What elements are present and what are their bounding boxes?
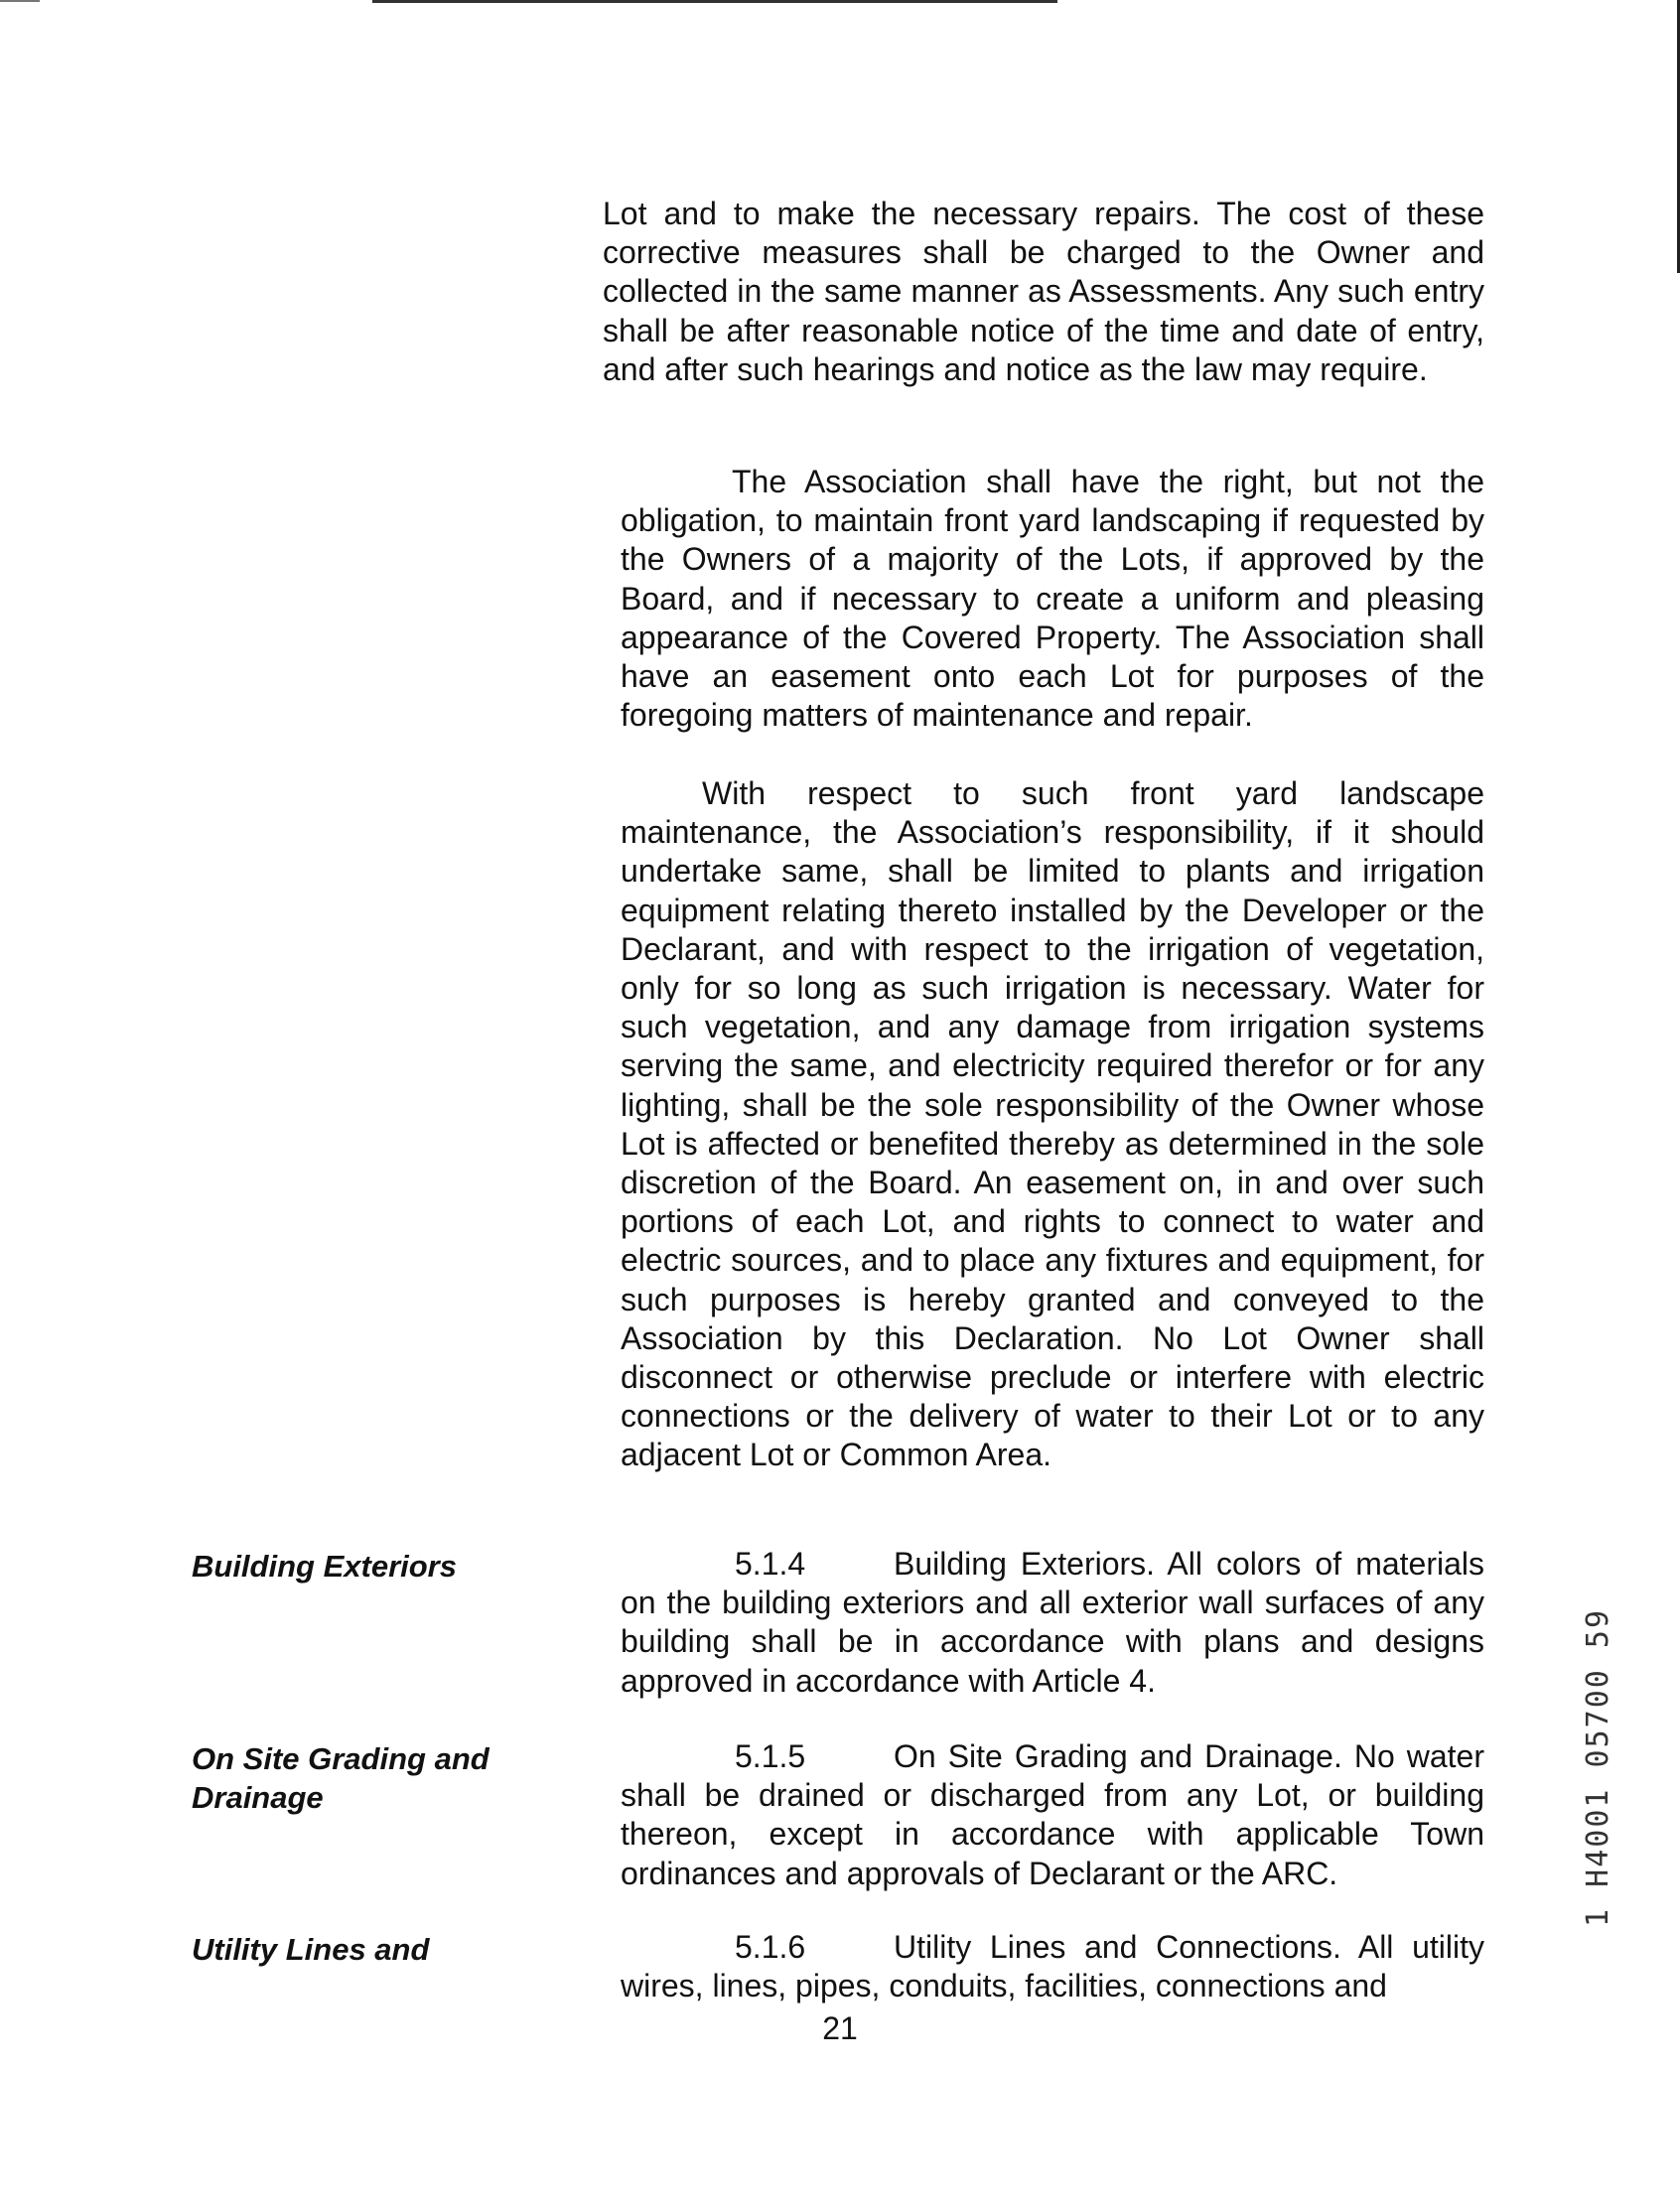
section-5-1-6 bbox=[621, 1928, 1484, 2005]
recording-stamp: 1 H4001 05700 59 bbox=[1581, 1608, 1615, 1927]
top-scan-speck bbox=[0, 0, 40, 2]
section-number: 5.1.5 bbox=[735, 1738, 806, 1774]
section-text: Building Exteriors. All colors of materials on the building exteriors and all exterior wall surfaces of any building shall be in accordance with plans and designs approved in accordance with Article 4. bbox=[621, 1546, 1484, 1699]
page-number: 21 bbox=[822, 2010, 858, 2046]
paragraph-front-yard: The Association shall have the right, but not the obligation, to maintain front yard landscaping if requested by the Owners of a majority of the Lots, if approved by the Board, and if necessary to create a uniform and pleasing appearance of the Covered Property. The Association shall have an easement onto each Lot for purposes of the foregoing matters of maintenance and repair. bbox=[621, 464, 1484, 734]
margin-heading-grading: On Site Grading and Drainage bbox=[192, 1741, 490, 1815]
margin-heading-building-exteriors: Building Exteriors bbox=[192, 1549, 457, 1584]
section-5-1-4 bbox=[621, 1545, 1484, 1701]
top-scan-rule bbox=[372, 0, 1057, 3]
section-text: On Site Grading and Drainage. No water shall be drained or discharged from any Lot, or building thereon, except in accordance with applicable Town ordinances and approvals of Declarant or the ARC. bbox=[621, 1738, 1484, 1891]
section-text: Utility Lines and Connections. All utility wires, lines, pipes, conduits, facilities, connections and bbox=[621, 1929, 1484, 2004]
section-number: 5.1.6 bbox=[735, 1929, 806, 1965]
paragraph-landscape: With respect to such front yard landscape maintenance, the Association’s responsibility, if it should undertake same, shall be limited to plants and irrigation equipment relating thereto installed by the Developer or the Declarant, and with respect to the irrigation of vegetation, only for so long as such irrigation is necessary. Water for such vegetation, and any damage from irrigation systems serving the same, and electricity required therefor or for any lighting, shall be the sole responsibility of the Owner whose Lot is affected or benefited thereby as determined in the sole discretion of the Board. An easement on, in and over such portions of each Lot, and rights to connect to water and electric sources, and to place any fixtures and equipment, for such purposes is hereby granted and conveyed to the Association by this Declaration. No Lot Owner shall disconnect or otherwise preclude or interfere with electric connections or the delivery of water to their Lot or to any adjacent Lot or Common Area. bbox=[621, 775, 1484, 1473]
section-5-1-5 bbox=[621, 1737, 1484, 1893]
section-number: 5.1.4 bbox=[735, 1546, 806, 1582]
continuation-paragraph: Lot and to make the necessary repairs. The cost of these corrective measures shall be charged to the Owner and collected in the same manner as Assessments. Any such entry shall be after reasonable notice of the time and date of entry, and after such hearings and notice as the law may require. bbox=[603, 196, 1484, 387]
margin-heading-utility: Utility Lines and bbox=[192, 1932, 430, 1967]
